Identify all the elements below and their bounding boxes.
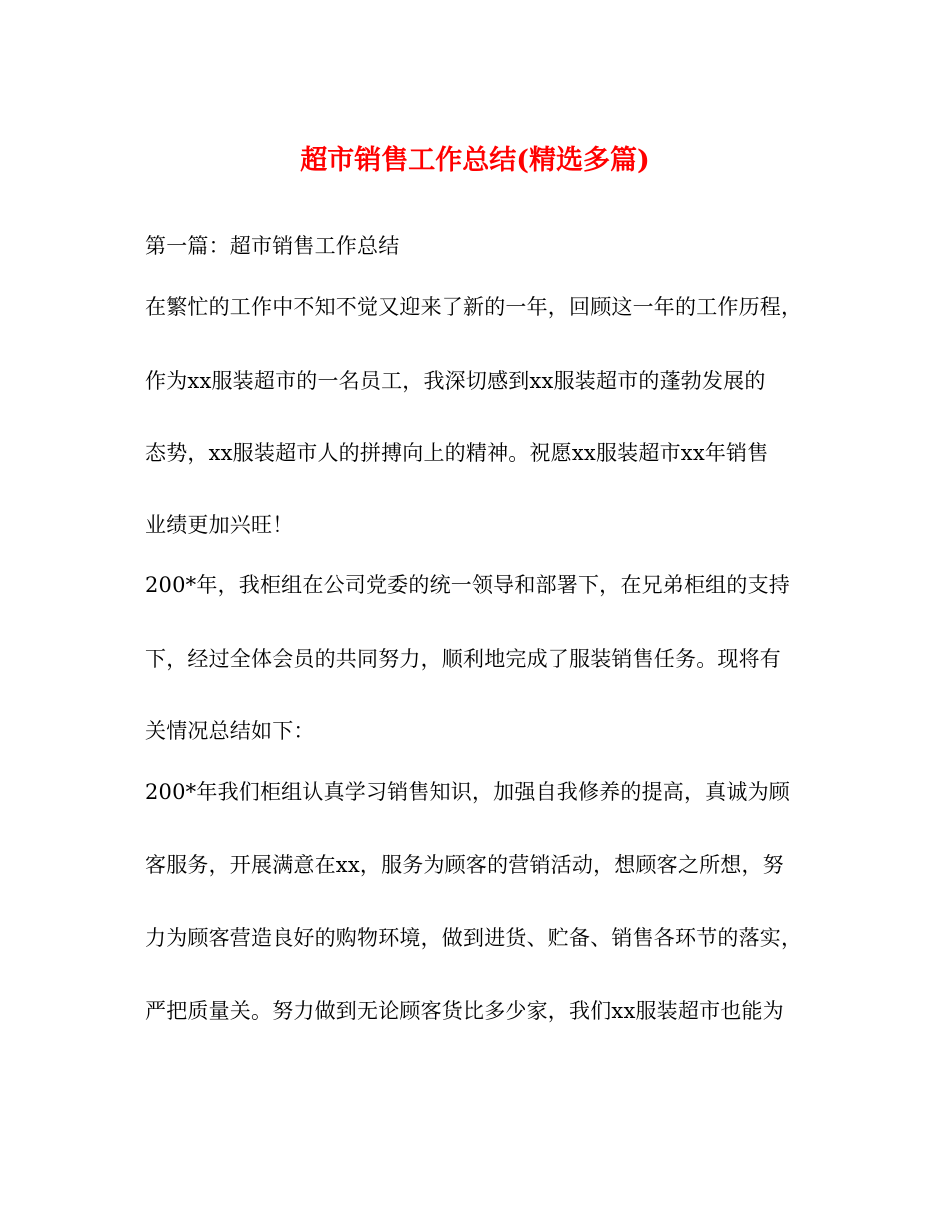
text-line: 态势，xx服装超市人的拼搏向上的精神。祝愿xx服装超市xx年销售 <box>145 441 769 465</box>
text-line: 力为顾客营造良好的购物环境，做到进货、贮备、销售各环节的落实， <box>145 926 803 950</box>
text-line: 业绩更加兴旺！ <box>145 513 294 537</box>
text-line: 客服务，开展满意在xx，服务为顾客的营销活动，想顾客之所想，努 <box>145 853 784 877</box>
text-line: 200*年我们柜组认真学习销售知识，加强自我修养的提高，真诚为顾 <box>145 780 790 804</box>
text-line: 在繁忙的工作中不知不觉又迎来了新的一年，回顾这一年的工作历程， <box>145 295 803 319</box>
text-line: 下，经过全体会员的共同努力，顺利地完成了服装销售任务。现将有 <box>145 647 781 671</box>
text-line: 作为xx服装超市的一名员工，我深切感到xx服装超市的蓬勃发展的 <box>145 369 766 393</box>
text-line: 200*年，我柜组在公司党委的统一领导和部署下，在兄弟柜组的支持 <box>145 573 790 597</box>
text-line: 严把质量关。努力做到无论顾客货比多少家，我们xx服装超市也能为 <box>145 999 784 1023</box>
document-title: 超市销售工作总结(精选多篇) <box>300 145 650 176</box>
text-line: 关情况总结如下： <box>145 719 315 743</box>
section-heading: 第一篇：超市销售工作总结 <box>145 234 400 258</box>
